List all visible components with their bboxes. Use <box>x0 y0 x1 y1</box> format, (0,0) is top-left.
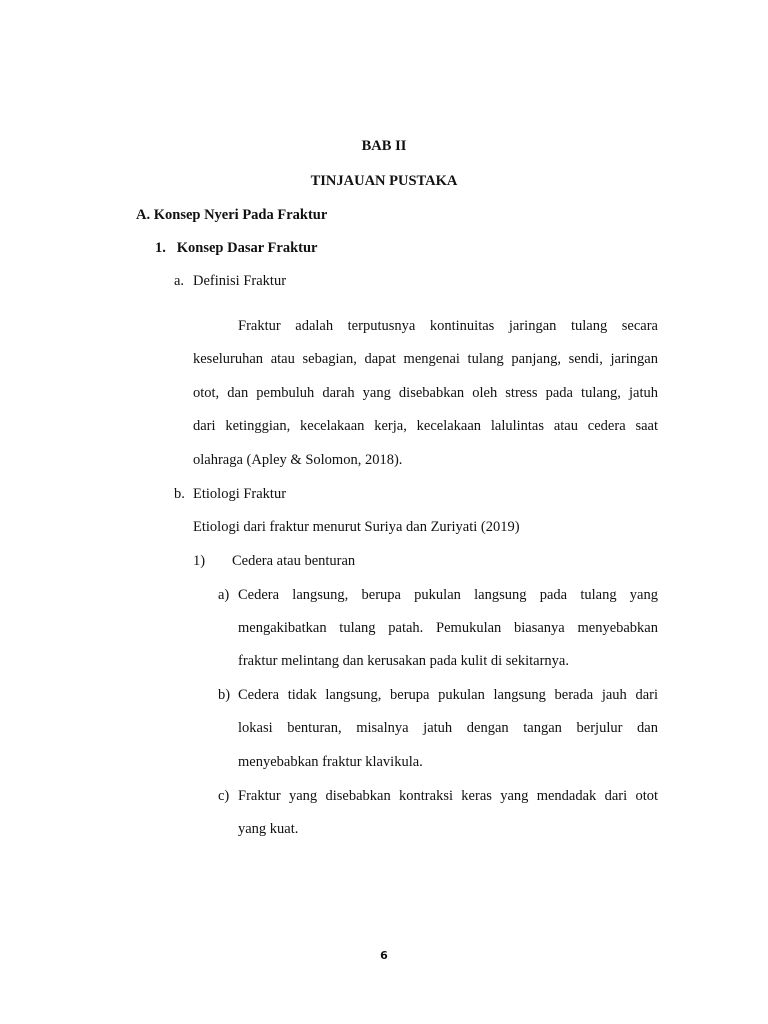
subpoint-c-marker: c) <box>218 788 230 804</box>
item-b-heading <box>174 485 286 503</box>
item-b-title: Etiologi Fraktur <box>193 486 287 502</box>
chapter-number: BAB II <box>361 138 407 154</box>
subpoint-a-line: Cedera langsung, berupa pukulan langsung pada tulang yang <box>238 587 658 603</box>
etiology-intro: Etiologi dari fraktur menurut Suriya dan Zuriyati (2019) <box>193 519 520 535</box>
subpoint-a-line: fraktur melintang dan kerusakan pada kulit di sekitarnya. <box>238 653 569 669</box>
definition-paragraph-line: Fraktur adalah terputusnya kontinuitas jaringan tulang secara <box>238 318 658 334</box>
subpoint-b-line: lokasi benturan, misalnya jatuh dengan tangan berjulur dan <box>238 720 658 736</box>
section-heading: A. Konsep Nyeri Pada Fraktur <box>136 207 328 223</box>
item-a-heading <box>174 272 286 290</box>
subpoint-b-marker: b) <box>218 687 231 703</box>
item-a-marker: a. <box>174 273 185 289</box>
page-number: 6 <box>380 949 388 962</box>
item-b-marker: b. <box>174 486 185 502</box>
definition-paragraph-line: dari ketinggian, kecelakaan kerja, kecelakaan lalulintas atau cedera saat <box>193 418 658 434</box>
definition-paragraph-line: keseluruhan atau sebagian, dapat mengenai tulang panjang, sendi, jaringan <box>193 351 658 367</box>
chapter-title: TINJAUAN PUSTAKA <box>310 173 458 189</box>
subpoint-a-line: mengakibatkan tulang patah. Pemukulan biasanya menyebabkan <box>238 620 658 636</box>
item-a-title: Definisi Fraktur <box>193 273 287 289</box>
subpoint-c-line: Fraktur yang disebabkan kontraksi keras yang mendadak dari otot <box>238 788 658 804</box>
subpoint-b-line: menyebabkan fraktur klavikula. <box>238 754 423 770</box>
subsection-heading: 1. Konsep Dasar Fraktur <box>155 240 318 256</box>
definition-paragraph-line: otot, dan pembuluh darah yang disebabkan oleh stress pada tulang, jatuh <box>193 385 658 401</box>
definition-paragraph-line: olahraga (Apley & Solomon, 2018). <box>193 452 403 468</box>
subpoint-b-line: Cedera tidak langsung, berupa pukulan langsung berada jauh dari <box>238 687 658 703</box>
subpoint-a-marker: a) <box>218 587 230 603</box>
point-1-title: Cedera atau benturan <box>232 553 356 569</box>
subpoint-c-line: yang kuat. <box>238 821 299 837</box>
point-1-heading <box>193 552 355 570</box>
point-1-marker: 1) <box>193 553 206 569</box>
